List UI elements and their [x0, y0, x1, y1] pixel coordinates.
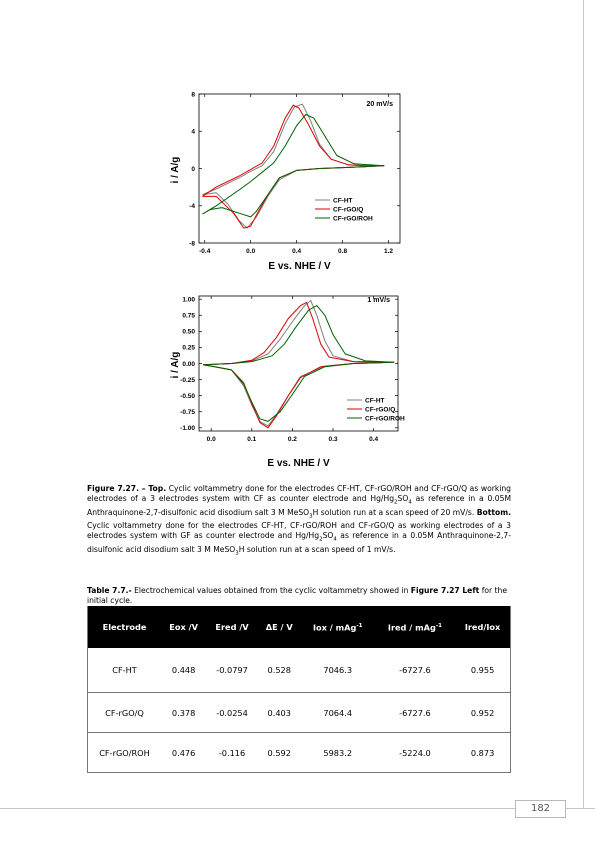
- legend-label: CF-HT: [333, 197, 353, 205]
- cell: CF-HT: [88, 648, 162, 693]
- y-tick-label: -1.00: [180, 425, 195, 433]
- y-axis-label: i / A/g: [170, 156, 181, 184]
- y-tick-label: -0.50: [180, 392, 195, 400]
- y-tick-label: 1.00: [182, 296, 195, 304]
- subscript: 4: [408, 499, 412, 506]
- x-tick-label: -0.4: [199, 248, 211, 255]
- table-caption-text: Electrochemical values obtained from the cyclic voltammetry showed in: [131, 586, 411, 595]
- legend-label: CF-rGO/Q: [365, 406, 396, 414]
- x-tick-label: 0.8: [338, 248, 348, 255]
- cell: 0.952: [455, 693, 510, 733]
- legend-label: CF-HT: [365, 397, 385, 405]
- caption-text: SO: [397, 494, 409, 503]
- subscript: 2: [394, 499, 398, 506]
- page-border-bottom: [0, 808, 595, 809]
- caption-text: SO: [322, 531, 334, 541]
- cell: 7064.4: [301, 693, 375, 733]
- col-ired-label: Ired / mAg: [387, 622, 436, 633]
- cell: 0.873: [455, 733, 510, 773]
- y-tick-label: -8: [189, 240, 195, 248]
- y-tick-label: -4: [189, 203, 195, 211]
- electrochemical-values-table: [87, 606, 511, 773]
- col-iox: [301, 606, 375, 648]
- cell: -6727.6: [375, 693, 455, 733]
- x-tick-label: 1.2: [383, 248, 394, 255]
- caption-text: as reference in a 0.05M Anthraquinone-2,7-disulfonic acid disodium salt 3 M MeSO: [87, 494, 511, 517]
- cell: -0.0797: [206, 648, 258, 693]
- cell: -0.116: [206, 733, 258, 773]
- y-tick-label: 0.25: [182, 344, 195, 352]
- caption-text: as reference in a 0.05M Anthraquinone-2,7-disulfonic acid disodium salt 3 M MeSO: [87, 531, 511, 554]
- cell: 0.592: [258, 733, 301, 773]
- x-tick-label: 0.1: [247, 436, 257, 443]
- legend-label: CF-rGO/ROH: [333, 215, 373, 223]
- cell: -6727.6: [375, 648, 455, 693]
- bottom-label: Bottom.: [476, 507, 511, 517]
- cell: 0.955: [455, 648, 510, 693]
- cv-chart-20mvs: [0, 85, 595, 285]
- col-electrode: Electrode: [88, 606, 162, 648]
- x-tick-label: 0.0: [206, 436, 216, 443]
- cell: -0.0254: [206, 693, 258, 733]
- legend-label: CF-rGO/ROH: [365, 415, 405, 423]
- x-tick-label: 0.4: [369, 436, 379, 443]
- figure-caption: [87, 484, 511, 558]
- caption-bottom-text: Cyclic voltammetry done for the electrodes CF-HT, CF-rGO/ROH and CF-rGO/Q as working electrodes of a 3 electrodes system with GF as counter electrode and Hg/Hg: [87, 521, 511, 541]
- scan-rate-annotation: 20 mV/s: [366, 101, 393, 108]
- scan-rate-annotation: 1 mV/s: [367, 297, 390, 304]
- y-tick-label: 0: [191, 165, 195, 173]
- y-tick-label: -0.25: [180, 376, 195, 384]
- x-tick-label: 0.0: [246, 248, 256, 255]
- y-tick-label: 0.75: [182, 312, 195, 320]
- x-axis-label: E vs. NHE / V: [268, 261, 331, 272]
- cell: 0.448: [161, 648, 206, 693]
- table-header-row: [88, 606, 511, 648]
- col-iox-label: Iox / mAg: [312, 622, 357, 633]
- col-delta-e: ΔE / V: [258, 606, 301, 648]
- y-tick-label: -0.75: [180, 409, 195, 417]
- table-caption-ref: Figure 7.27 Left: [410, 586, 480, 595]
- y-tick-label: 0.50: [182, 328, 195, 336]
- table-label: Table 7.7.-: [87, 586, 132, 595]
- col-eox: Eox /V: [161, 606, 206, 648]
- superscript: -1: [356, 623, 363, 630]
- subscript: 3: [309, 513, 313, 520]
- superscript: -1: [435, 623, 442, 630]
- cell: CF-rGO/ROH: [88, 733, 162, 773]
- cell: 0.476: [161, 733, 206, 773]
- figure-label: Figure 7.27. – Top.: [87, 484, 167, 493]
- cell: 0.528: [258, 648, 301, 693]
- table-caption-end: for the initial cycle.: [87, 586, 508, 605]
- cv-chart-1mvs: [0, 285, 595, 475]
- col-ered: Ered /V: [206, 606, 258, 648]
- cell: 0.403: [258, 693, 301, 733]
- y-tick-label: 8: [191, 91, 195, 99]
- subscript: 4: [333, 536, 337, 543]
- table-caption: [87, 586, 512, 606]
- cell: 5983.2: [301, 733, 375, 773]
- page-number: 182: [515, 800, 566, 818]
- col-ired: [375, 606, 455, 648]
- cell: 7046.3: [301, 648, 375, 693]
- table-row: [88, 733, 511, 773]
- caption-top-text: Cyclic voltammetry done for the electrodes CF-HT, CF-rGO/ROH and CF-rGO/Q as working electrodes of a 3 electrodes system with CF as counter electrode and Hg/Hg: [87, 484, 511, 503]
- x-tick-label: 0.4: [292, 248, 302, 255]
- y-tick-label: 4: [191, 128, 195, 136]
- table-row: [88, 648, 511, 693]
- x-axis-label: E vs. NHE / V: [267, 458, 330, 469]
- subscript: 3: [235, 550, 239, 557]
- table-row: [88, 693, 511, 733]
- subscript: 2: [319, 536, 323, 543]
- legend-label: CF-rGO/Q: [333, 206, 364, 214]
- y-tick-label: 0.00: [182, 360, 195, 368]
- x-tick-label: 0.3: [328, 436, 338, 443]
- caption-text: H solution run at a scan speed of 20 mV/s.: [312, 507, 477, 517]
- cell: CF-rGO/Q: [88, 693, 162, 733]
- y-axis-label: i / A/g: [170, 351, 181, 379]
- x-tick-label: 0.2: [287, 436, 297, 443]
- caption-text: H solution run at a scan speed of 1 mV/s.: [238, 544, 396, 554]
- col-ratio: Ired/Iox: [455, 606, 510, 648]
- cell: 0.378: [161, 693, 206, 733]
- cell: -5224.0: [375, 733, 455, 773]
